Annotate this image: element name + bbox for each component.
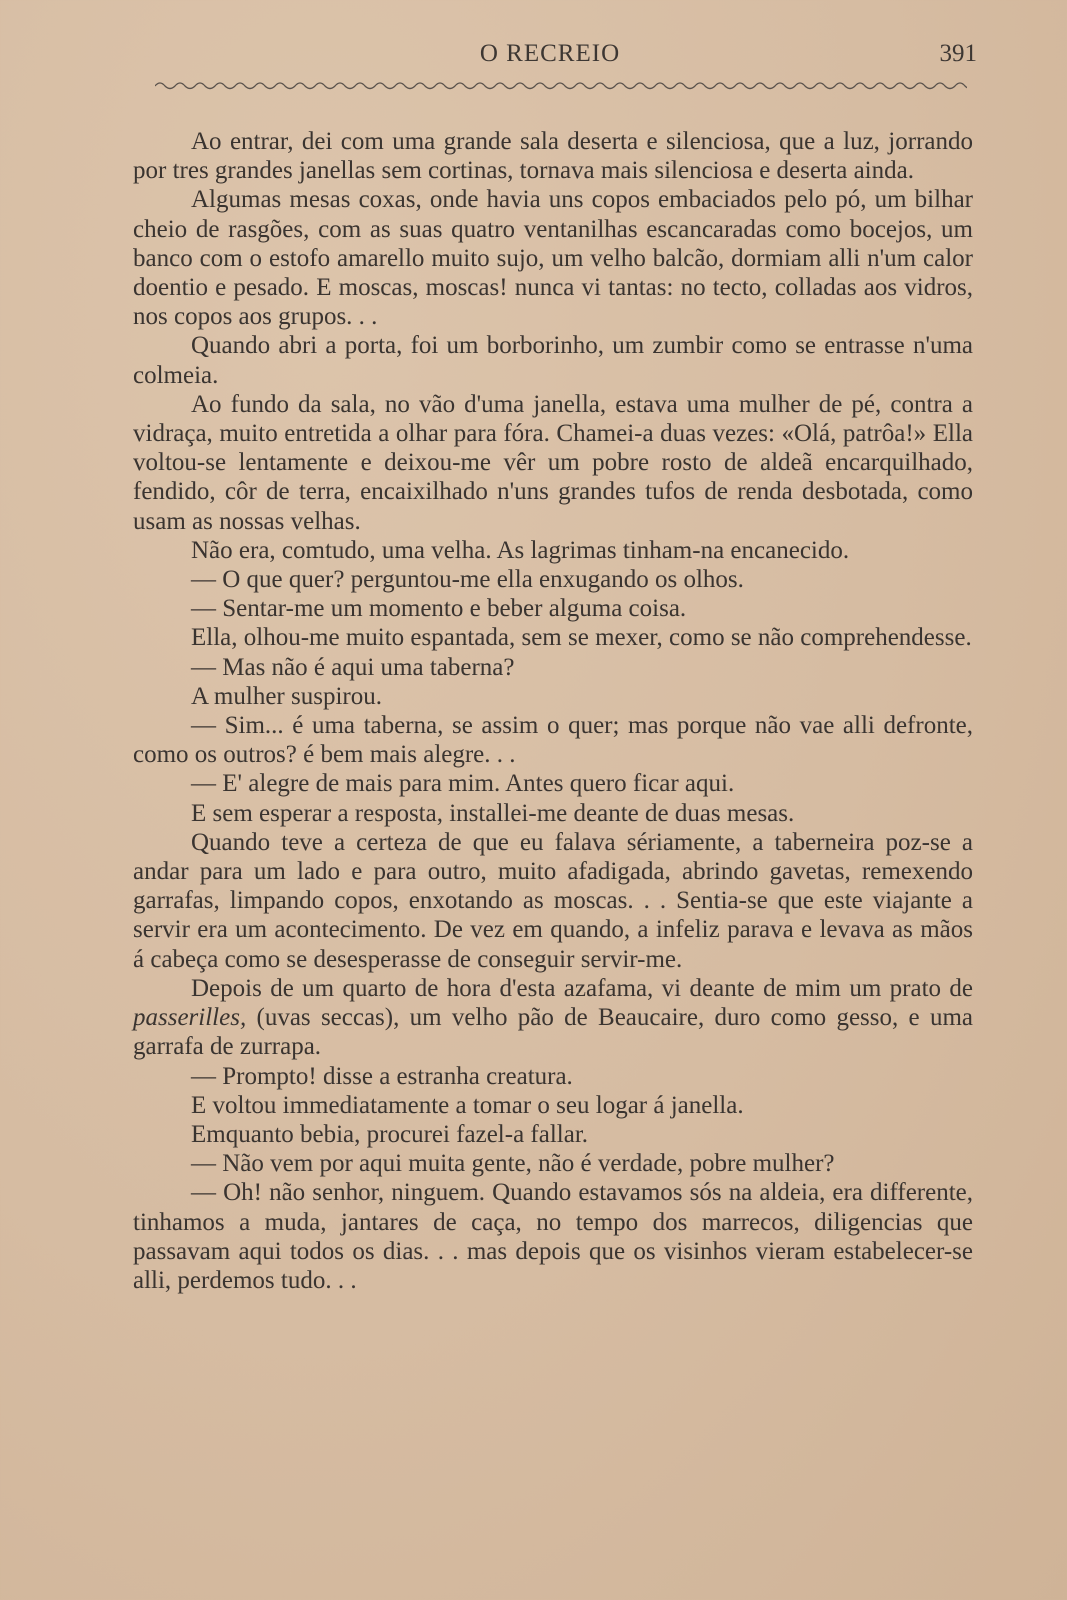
paragraph: Ella, olhou-me muito espantada, sem se mexer, como se não comprehendesse. — [191, 624, 972, 652]
decorative-wavy-rule — [155, 78, 967, 92]
paragraph: — Não vem por aqui muita gente, não é verdade, pobre mulher? — [191, 1150, 835, 1178]
page-number: 391 — [939, 40, 977, 67]
running-title: O RECREIO — [479, 40, 621, 67]
paragraph: Ao entrar, dei com uma grande sala deserta e silenciosa, que a luz, jorrando por tres grandes janellas sem cortinas, tornava mais silenciosa e deserta ainda. — [133, 128, 973, 185]
paragraph — [133, 974, 973, 1062]
paragraph: E sem esperar a resposta, installei-me deante de duas mesas. — [191, 799, 795, 827]
paragraph: — Sentar-me um momento e beber alguma coisa. — [191, 595, 687, 623]
italic-term: passerilles, — [133, 1004, 247, 1032]
paragraph: Quando abri a porta, foi um borborinho, um zumbir como se entrasse n'uma colmeia. — [133, 332, 973, 389]
paragraph: E voltou immediatamente a tomar o seu logar á janella. — [191, 1091, 744, 1119]
paragraph-text: (uvas seccas), um velho pão de Beaucaire, duro como gesso, e uma garrafa de zurrapa. — [133, 1004, 973, 1061]
paragraph-text: Depois de um quarto de hora d'esta azafama, vi deante de mim um prato de — [191, 974, 973, 1002]
paragraph: — O que quer? perguntou-me ella enxugando os olhos. — [191, 566, 744, 594]
paragraph: Não era, comtudo, uma velha. As lagrimas tinham-na encanecido. — [191, 536, 850, 564]
paragraph: Algumas mesas coxas, onde havia uns copos embaciados pelo pó, um bilhar cheio de rasgões, com as suas quatro ventanilhas escancaradas como bocejos, um banco com o estofo amarello muito sujo, um velho balcão, dormiam alli n'um calor doentio e pesado. E moscas, moscas! nunca vi tantas: no tecto, colladas aos vidros, nos copos aos grupos. . . — [133, 186, 973, 331]
paragraph: — Mas não é aqui uma taberna? — [191, 653, 515, 681]
body-text — [133, 127, 973, 1295]
paragraph: — E' alegre de mais para mim. Antes quero ficar aqui. — [191, 770, 735, 798]
paragraph: Ao fundo da sala, no vão d'uma janella, estava uma mulher de pé, contra a vidraça, muito entretida a olhar para fóra. Chamei-a duas vezes: «Olá, patrôa!» Ella voltou-se lentamente e deixou-me vêr um pobre rosto de aldeã encarquilhado, fendido, côr de terra, encaixilhado n'uns grandes tufos de renda desbotada, como usam as nossas velhas. — [133, 390, 973, 535]
page-header — [0, 36, 1067, 72]
paragraph: Emquanto bebia, procurei fazel-a fallar. — [191, 1120, 589, 1148]
paragraph: — Oh! não senhor, ninguem. Quando estavamos sós na aldeia, era differente, tinhamos a muda, jantares de caça, no tempo dos marrecos, diligencias que passavam aqui todos os dias. . . mas depois que os visinhos vieram estabelecer-se alli, perdemos tudo. . . — [133, 1179, 973, 1294]
paragraph: — Sim... é uma taberna, se assim o quer; mas porque não vae alli defronte, como os outros? é bem mais alegre. . . — [133, 712, 973, 769]
paragraph: Quando teve a certeza de que eu falava sériamente, a taberneira poz-se a andar para um lado e para outro, muito afadigada, abrindo gavetas, remexendo garrafas, limpando copos, enxotando as moscas. . . Sentia-se que este viajante a servir era um acontecimento. De vez em quando, a infeliz parava e levava as mãos á cabeça como se desesperasse de conseguir servir-me. — [133, 828, 973, 973]
paragraph: — Prompto! disse a estranha creatura. — [191, 1062, 573, 1090]
paragraph: A mulher suspirou. — [191, 682, 382, 710]
